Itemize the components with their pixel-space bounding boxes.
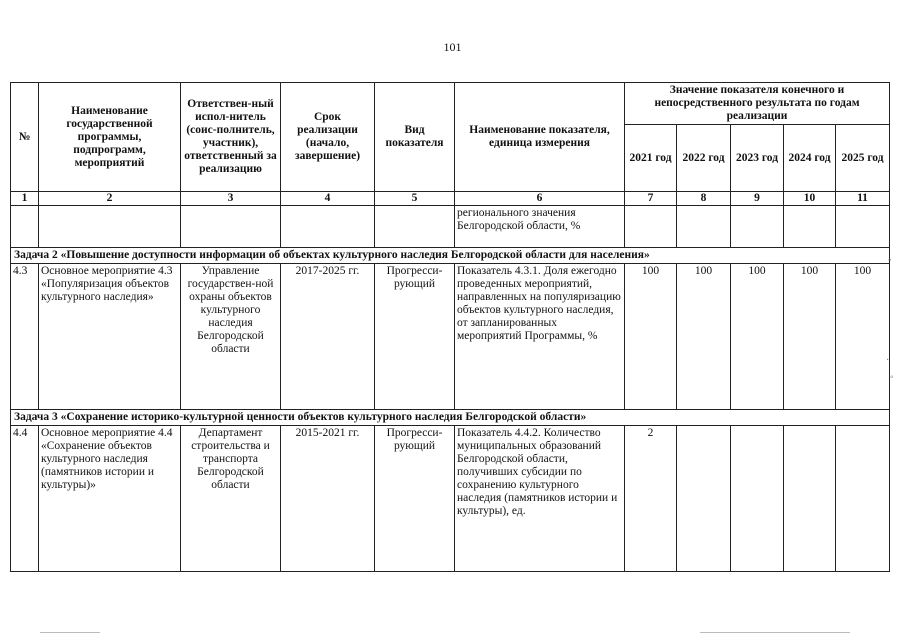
header-values-group: Значение показателя конечного и непосредственного результата по годам реализации bbox=[625, 83, 890, 125]
header-number: № bbox=[11, 83, 39, 192]
column-number: 8 bbox=[677, 192, 731, 206]
row-term: 2015-2021 гг. bbox=[281, 426, 375, 572]
row-value bbox=[731, 426, 784, 572]
row-value: 2 bbox=[625, 426, 677, 572]
row-type: Прогресси-рующий bbox=[375, 264, 455, 410]
task-title: Задача 3 «Сохранение историко-культурной ценности объектов культурного наследия Белгородской области» bbox=[11, 410, 890, 426]
header-term: Срок реализации (начало, завершение) bbox=[281, 83, 375, 192]
column-number: 2 bbox=[39, 192, 181, 206]
row-name: Основное мероприятие 4.4 «Сохранение объектов культурного наследия (памятников истории и культуры)» bbox=[39, 426, 181, 572]
table-row bbox=[11, 264, 890, 410]
indicators-table bbox=[10, 82, 890, 572]
row-number: 4.4 bbox=[11, 426, 39, 572]
row-value: 100 bbox=[784, 264, 836, 410]
row-term: 2017-2025 гг. bbox=[281, 264, 375, 410]
row-value: 100 bbox=[677, 264, 731, 410]
row-name: Основное мероприятие 4.3 «Популяризация объектов культурного наследия» bbox=[39, 264, 181, 410]
header-year: 2022 год bbox=[677, 125, 731, 192]
row-value: 100 bbox=[731, 264, 784, 410]
column-number: 3 bbox=[181, 192, 281, 206]
row-value bbox=[677, 426, 731, 572]
column-number: 7 bbox=[625, 192, 677, 206]
column-number: 4 bbox=[281, 192, 375, 206]
header-indicator: Наименование показателя, единица измерения bbox=[455, 83, 625, 192]
column-number-row bbox=[11, 192, 890, 206]
header-type: Вид показателя bbox=[375, 83, 455, 192]
column-number: 1 bbox=[11, 192, 39, 206]
task-row bbox=[11, 248, 890, 264]
header-responsible: Ответствен-ный испол-нитель (соис-полнитель, участник), ответственный за реализацию bbox=[181, 83, 281, 192]
header-name: Наименование государственной программы, подпрограмм, мероприятий bbox=[39, 83, 181, 192]
header-year: 2024 год bbox=[784, 125, 836, 192]
column-number: 11 bbox=[836, 192, 890, 206]
row-number: 4.3 bbox=[11, 264, 39, 410]
row-indicator: Показатель 4.4.2. Количество муниципальных образований Белгородской области, получивших субсидии по сохранению культурного наследия (памятников истории и культуры), ед. bbox=[455, 426, 625, 572]
header-year: 2025 год bbox=[836, 125, 890, 192]
column-number: 6 bbox=[455, 192, 625, 206]
row-indicator: Показатель 4.3.1. Доля ежегодно проведенных мероприятий, направленных на популяризацию объектов культурного наследия, от запланированных мероприятий Программы, % bbox=[455, 264, 625, 410]
table-row bbox=[11, 426, 890, 572]
continuation-text: регионального значения Белгородской области, % bbox=[455, 206, 625, 248]
scan-speck: · bbox=[886, 355, 890, 366]
page-number: 101 bbox=[443, 40, 462, 54]
row-value: 100 bbox=[625, 264, 677, 410]
column-number: 9 bbox=[731, 192, 784, 206]
continuation-row bbox=[11, 206, 890, 248]
task-title: Задача 2 «Повышение доступности информации об объектах культурного наследия Белгородской области для населения» bbox=[11, 248, 890, 264]
scan-edge-line bbox=[40, 632, 100, 633]
scan-edge-line bbox=[700, 632, 850, 633]
row-value bbox=[784, 426, 836, 572]
scan-speck: ◦ bbox=[888, 255, 892, 266]
row-type: Прогресси-рующий bbox=[375, 426, 455, 572]
row-responsible: Управление государствен-ной охраны объектов культурного наследия Белгородской области bbox=[181, 264, 281, 410]
column-number: 5 bbox=[375, 192, 455, 206]
scan-speck: ◦ bbox=[890, 372, 894, 383]
header-year: 2023 год bbox=[731, 125, 784, 192]
row-responsible: Департамент строительства и транспорта Белгородской области bbox=[181, 426, 281, 572]
row-value: 100 bbox=[836, 264, 890, 410]
header-year: 2021 год bbox=[625, 125, 677, 192]
task-row bbox=[11, 410, 890, 426]
column-number: 10 bbox=[784, 192, 836, 206]
row-value bbox=[836, 426, 890, 572]
